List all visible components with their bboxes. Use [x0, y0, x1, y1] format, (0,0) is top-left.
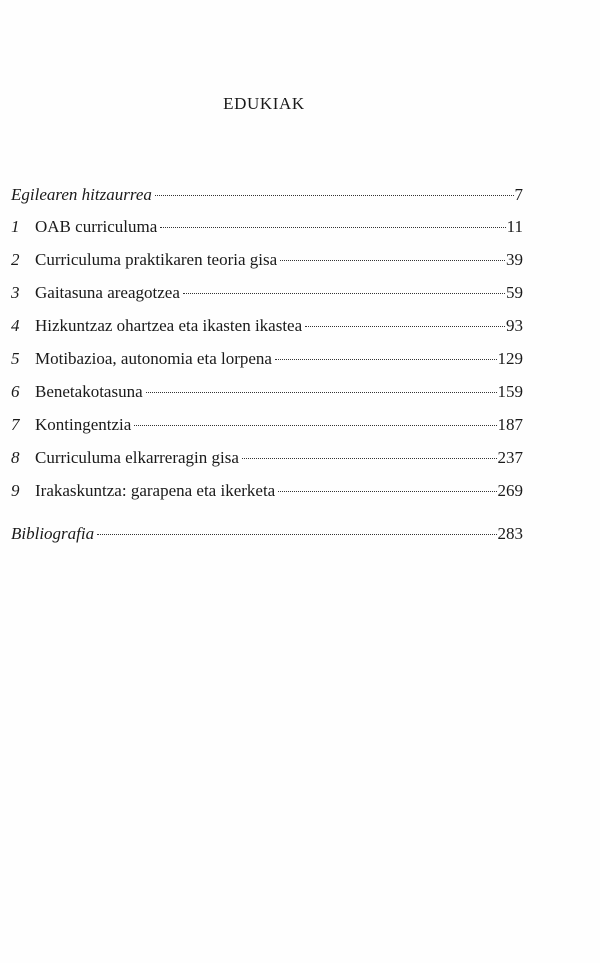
toc-page-number: 237	[497, 448, 523, 467]
dot-leader	[278, 491, 496, 492]
toc-page-number: 93	[506, 316, 523, 335]
dot-leader	[160, 227, 505, 228]
toc-entry-label: Motibazioa, autonomia eta lorpena	[35, 349, 272, 368]
dot-leader	[275, 359, 497, 360]
toc-page-number: 59	[506, 283, 523, 302]
chapter-number: 6	[11, 382, 20, 401]
dot-leader	[155, 195, 514, 196]
dot-leader	[280, 260, 505, 261]
chapter-number: 9	[11, 481, 20, 500]
toc-entry-chapter-1[interactable]	[11, 216, 523, 238]
dot-leader	[134, 425, 496, 426]
toc-entry-chapter-2[interactable]	[11, 249, 523, 271]
chapter-number: 3	[11, 283, 20, 302]
toc-entry-label: Irakaskuntza: garapena eta ikerketa	[35, 481, 276, 500]
toc-page-number: 283	[497, 524, 523, 543]
chapter-number: 5	[11, 349, 20, 368]
toc-page-number: 39	[506, 250, 523, 269]
dot-leader	[305, 326, 505, 327]
toc-entry-label: Hizkuntzaz ohartzea eta ikasten ikastea	[35, 316, 303, 335]
page-title: EDUKIAK	[223, 94, 305, 113]
toc-entry-label: Curriculuma praktikaren teoria gisa	[35, 250, 278, 269]
dot-leader	[183, 293, 505, 294]
toc-entry-chapter-5[interactable]	[11, 348, 523, 370]
chapter-number: 8	[11, 448, 20, 467]
toc-entry-label: Egilearen hitzaurrea	[11, 185, 152, 204]
toc-entry-label: OAB curriculuma	[35, 217, 158, 236]
chapter-number: 7	[11, 415, 20, 434]
toc-entry-preface[interactable]	[11, 184, 523, 206]
toc-entry-chapter-6[interactable]	[11, 381, 523, 403]
chapter-number: 2	[11, 250, 20, 269]
toc-entry-bibliography[interactable]	[11, 523, 523, 545]
chapter-number: 4	[11, 316, 20, 335]
chapter-number: 1	[11, 217, 20, 236]
toc-entry-chapter-3[interactable]	[11, 282, 523, 304]
toc-entry-chapter-8[interactable]	[11, 447, 523, 469]
toc-page-number: 269	[497, 481, 523, 500]
toc-entry-chapter-4[interactable]	[11, 315, 523, 337]
dot-leader	[146, 392, 497, 393]
toc-page-number: 159	[497, 382, 523, 401]
toc-entry-chapter-7[interactable]	[11, 414, 523, 436]
toc-page-number: 187	[497, 415, 523, 434]
toc-page-number: 11	[506, 217, 523, 236]
toc-page-number: 7	[514, 185, 523, 204]
toc-entry-label: Bibliografia	[11, 524, 95, 543]
dot-leader	[97, 534, 496, 535]
toc-entry-label: Gaitasuna areagotzea	[35, 283, 180, 302]
dot-leader	[242, 458, 497, 459]
toc-page-number: 129	[497, 349, 523, 368]
toc-entry-label: Kontingentzia	[35, 415, 132, 434]
toc-entry-label: Benetakotasuna	[35, 382, 143, 401]
toc-entry-label: Curriculuma elkarreragin gisa	[35, 448, 239, 467]
toc-entry-chapter-9[interactable]	[11, 480, 523, 502]
